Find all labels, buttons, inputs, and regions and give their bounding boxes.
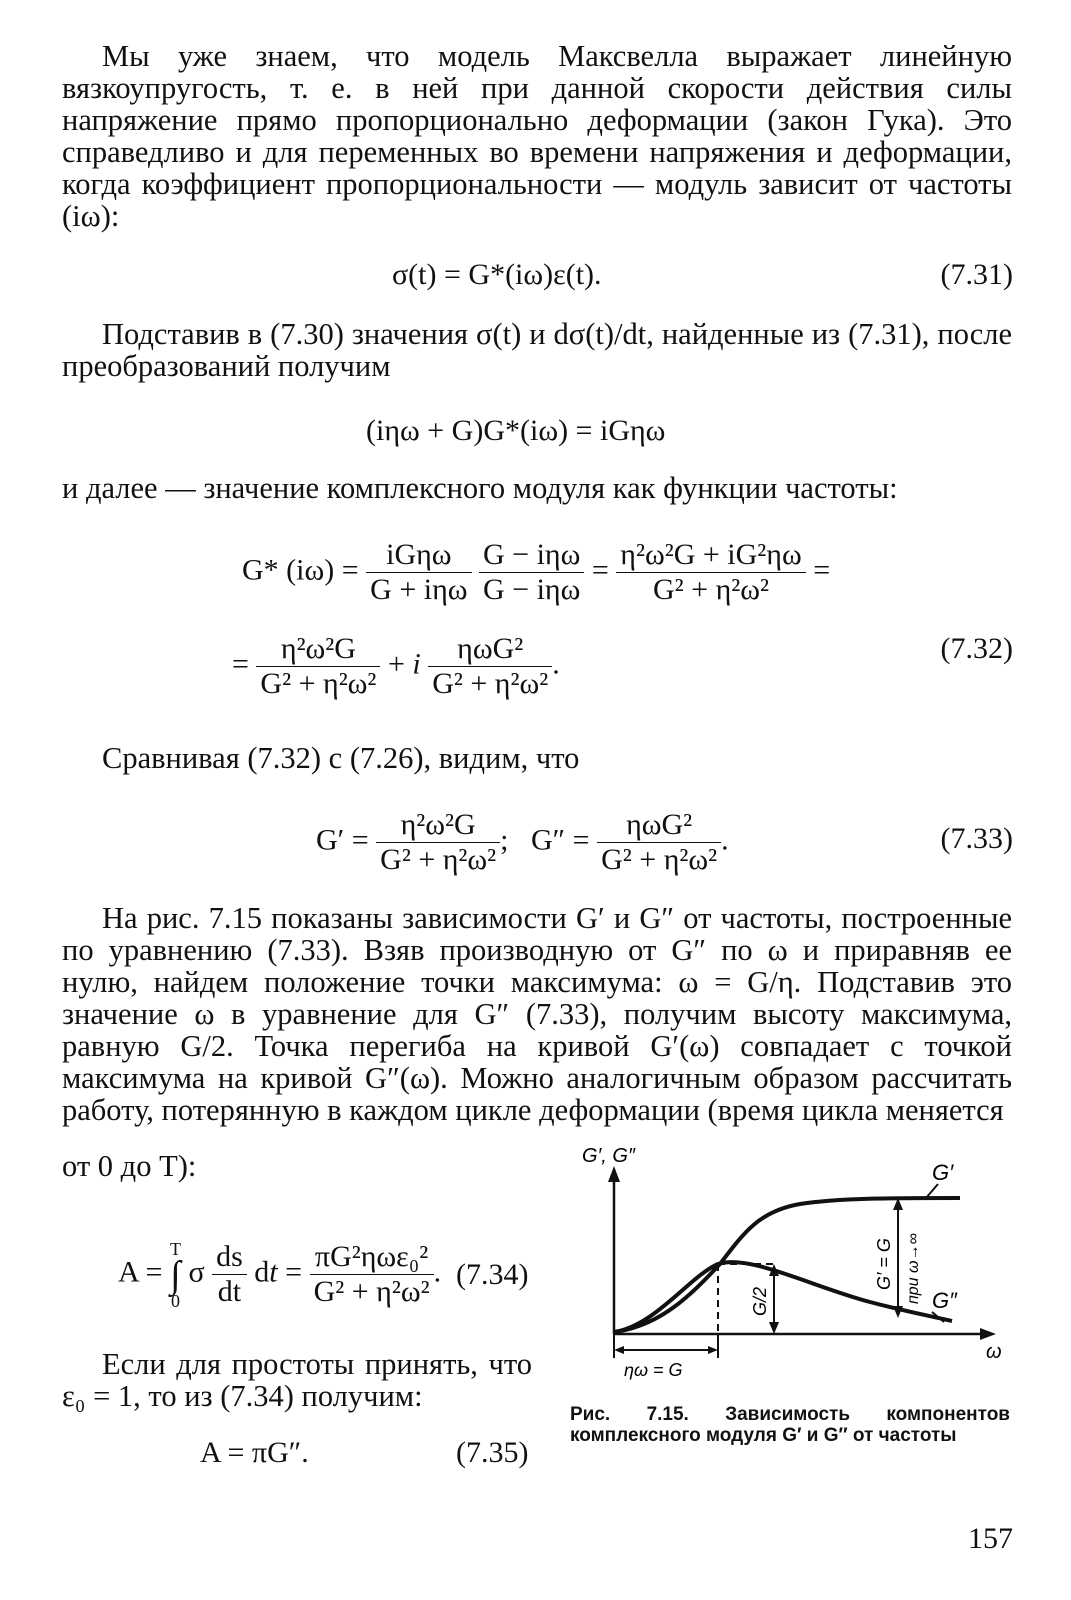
eq-7-32-lhs: G* (iω) = xyxy=(242,553,359,587)
eta-omega-arrow-right xyxy=(708,1346,718,1354)
paragraph-simplify: Если для простоты принять, что ε₀ = 1, то из (7.34) получим: xyxy=(62,1347,532,1413)
equation-7-31: σ(t) = G*(iω)ε(t). xyxy=(392,258,602,291)
y-axis-label: G′, G″ xyxy=(582,1145,636,1167)
equation-7-34: A = T ∫ 0 σ $\frac{ds}{dt}$ dt = $\frac{\text{πG²ηωε₀²}}{\text{G² + η²ω²}}$ . xyxy=(118,1238,442,1311)
equation-number-7-31: (7.31) xyxy=(940,258,1013,291)
fraction-denominator: G² + η²ω² xyxy=(260,667,377,700)
g-double-prime-lhs: G″ = xyxy=(531,823,590,857)
fraction-numerator: ηωG² xyxy=(428,632,552,667)
paragraph-cycle-range: от 0 до T): xyxy=(62,1149,197,1183)
equation-number-7-35: (7.35) xyxy=(456,1436,529,1469)
x-axis-label: ω xyxy=(986,1341,1002,1363)
fraction-denominator: G² + η²ω² xyxy=(653,573,770,606)
equation-7-32-line-1 xyxy=(242,538,830,607)
eta-omega-arrow-left xyxy=(614,1346,624,1354)
eq-7-34-fraction xyxy=(310,1240,434,1309)
figure-7-15 xyxy=(560,1136,1010,1396)
eq-7-34-derivative xyxy=(212,1240,247,1309)
fraction-denominator: G² + η²ω² xyxy=(380,843,497,876)
g-prime-lhs: G′ = xyxy=(316,823,369,857)
equation-7-32-line-2: = $\frac{\text{η²ω²G}}{\text{G² + η²ω²}}$ + i $\frac{\text{ηωG²}}{\text{G² + η²ω²}}$ . xyxy=(232,632,560,700)
label-at-infinity: при ω→∞ xyxy=(905,1233,922,1304)
work-lhs: A = xyxy=(118,1255,163,1289)
eq-7-32-fraction-1 xyxy=(366,538,471,607)
eq-7-33-fraction-1 xyxy=(376,808,500,877)
equals-sign: = xyxy=(813,553,831,587)
fraction-numerator: η²ω²G + iG²ηω xyxy=(616,538,805,573)
g-prime-arrow-bottom xyxy=(893,1306,903,1318)
paragraph-figure-discussion: На рис. 7.15 показаны зависимости G′ и G″ от частоты, построенные по уравнению (7.33). Взяв производную от G″ по ω и приравняв ее нулю, найдем положение точки максимума: ω = G/η. Подставив это значение ω в уравнение для G″ (7.33), получим высоту максимума, равную G/2. Точка перегиба на кривой G′(ω) совпадает с точкой максимума на кривой G″(ω). Можно аналогичным образом рассчитать работу, потерянную в каждом цикле деформации (время цикла меняется xyxy=(62,901,1012,1127)
eq-7-32-fraction-3 xyxy=(616,538,805,607)
fraction-numerator: ds xyxy=(212,1240,247,1275)
integral-lower-limit: 0 xyxy=(170,1290,180,1311)
fraction-denominator: G − iηω xyxy=(483,573,581,606)
fraction-numerator: η²ω²G xyxy=(376,808,500,843)
paragraph-substitution: Подставив в (7.30) значения σ(t) и dσ(t)/dt, найденные из (7.31), после преобразований получим xyxy=(62,317,1012,383)
fraction-numerator: η²ω²G xyxy=(256,632,380,667)
paragraph-complex-modulus: и далее — значение комплексного модуля как функции частоты: xyxy=(62,471,898,505)
label-eta-omega-equals-g: ηω = G xyxy=(624,1360,683,1380)
curve-label-g-prime: G′ xyxy=(932,1160,954,1185)
x-axis-arrow xyxy=(980,1328,996,1340)
equation-7-35: A = πG″. xyxy=(200,1436,309,1469)
page-number: 157 xyxy=(968,1522,1013,1555)
plus-i: + i xyxy=(387,647,421,681)
fraction-denominator: G + iηω xyxy=(370,573,468,606)
eq-7-32-fraction-5 xyxy=(428,632,552,701)
fraction-denominator: G² + η²ω² xyxy=(601,843,718,876)
label-g-over-2: G/2 xyxy=(750,1286,770,1316)
equation-number-7-34: (7.34) xyxy=(456,1258,529,1291)
equals-sign: = xyxy=(591,553,609,587)
fraction-denominator: G² + η²ω² xyxy=(432,667,549,700)
fraction-numerator: πG²ηωε₀² xyxy=(310,1240,434,1275)
curve-label-g-double-prime: G″ xyxy=(932,1288,957,1313)
y-axis-arrow xyxy=(608,1166,620,1182)
eq-7-33-fraction-2 xyxy=(597,808,721,877)
integral-sign: T ∫ 0 xyxy=(169,1238,181,1311)
fraction-numerator: ηωG² xyxy=(597,808,721,843)
equation-number-7-33: (7.33) xyxy=(940,822,1013,855)
fraction-numerator: G − iηω xyxy=(479,538,584,573)
fraction-numerator: iGηω xyxy=(366,538,471,573)
paragraph-comparison: Сравнивая (7.32) с (7.26), видим, что xyxy=(102,741,580,775)
figure-caption: Рис. 7.15. Зависимость компонентов комплексного модуля G′ и G″ от частоты xyxy=(570,1404,1010,1446)
leader-g-prime xyxy=(926,1184,938,1198)
g-half-arrow-bottom xyxy=(769,1322,779,1334)
fraction-denominator: dt xyxy=(217,1275,242,1308)
eq-7-32-fraction-2 xyxy=(479,538,584,607)
equals-sign: = xyxy=(232,647,249,681)
eq-7-32-fraction-4 xyxy=(256,632,380,701)
curve-g-double-prime xyxy=(614,1262,952,1332)
fraction-denominator: G² + η²ω² xyxy=(313,1275,430,1308)
paragraph-maxwell-intro: Мы уже знаем, что модель Максвелла выражает линейную вязкоупругость, т. е. в ней при данной скорости действия силы напряжение прямо пропорционально деформации (закон Гука). Это справедливо и для переменных во времени напряжения и деформации, когда коэффициент пропорциональности — модуль зависит от частоты (iω): xyxy=(62,39,1012,233)
equation-intermediate: (iηω + G)G*(iω) = iGηω xyxy=(366,414,666,447)
equation-number-7-32: (7.32) xyxy=(940,632,1013,665)
equation-7-33: G′ = $\frac{\text{η²ω²G}}{\text{G² + η²ω²}}$ ; G″ = $\frac{\text{ηωG²}}{\text{G² + η²ω²}}$ . xyxy=(316,808,729,876)
label-g-prime-equals-g: G′ = G xyxy=(874,1238,894,1290)
integral-upper-limit: T xyxy=(169,1238,181,1259)
